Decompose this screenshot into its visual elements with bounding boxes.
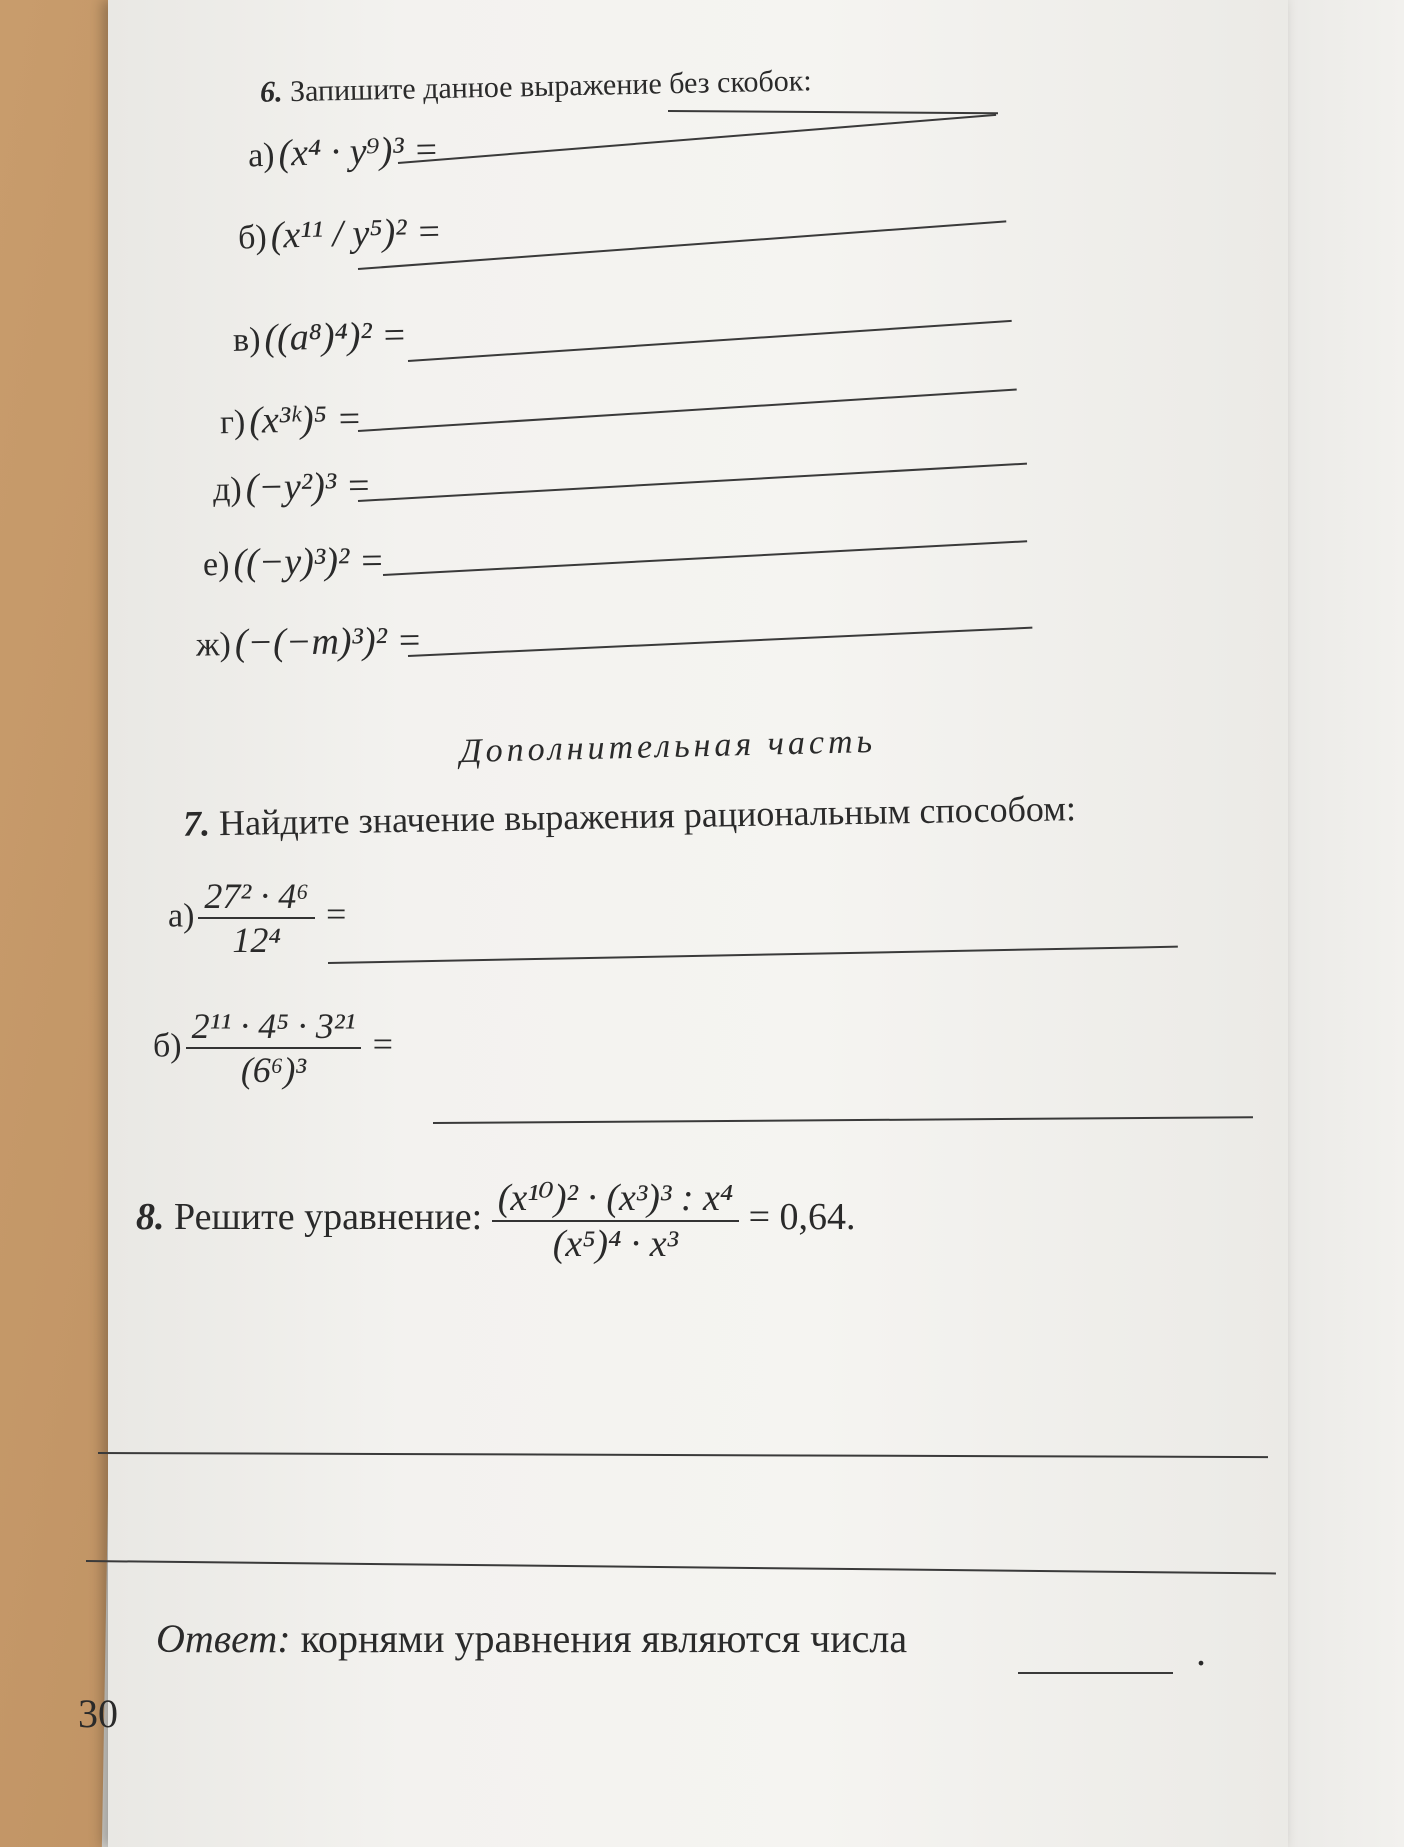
task6-item-zh <box>196 618 423 665</box>
task6-item-v-expr: ((a⁸)⁴)² = <box>263 314 408 360</box>
task7-title: Найдите значение выражения рациональным способом: <box>218 788 1077 844</box>
task6-item-d <box>213 464 372 511</box>
task6-header-underline <box>668 110 998 114</box>
task6-item-a-expr: (x⁴ · y⁹)³ = <box>277 128 440 175</box>
task6-item-zh-label: ж) <box>195 626 232 664</box>
task6-number: 6. <box>259 75 283 109</box>
task7-number: 7. <box>182 803 211 844</box>
task7-item-b-numerator: 2¹¹ · 4⁵ · 3²¹ <box>191 1006 356 1046</box>
task6-item-g-expr: (x³ᵏ)⁵ = <box>248 397 363 442</box>
task6-item-a <box>247 128 439 177</box>
task6-item-d-label: д) <box>212 470 242 509</box>
task7-item-b-eq: = <box>370 1024 395 1065</box>
answer-row <box>156 1615 907 1662</box>
task6-item-d-expr: (−y²)³ = <box>245 464 372 509</box>
task8-equation <box>136 1175 856 1266</box>
answer-blank-line[interactable] <box>1018 1672 1173 1674</box>
answer-text: корнями уравнения являются числа <box>300 1616 908 1661</box>
task7-item-b-fraction <box>186 1005 362 1091</box>
task8-title: Решите уравнение: <box>174 1196 483 1239</box>
task7-item-b-answer-line[interactable] <box>433 1116 1253 1124</box>
task6-item-g-answer-line[interactable] <box>358 389 1017 432</box>
task6-item-e-expr: ((−y)³)² = <box>233 539 385 584</box>
task8-denominator: (x⁵)⁴ · x³ <box>492 1220 739 1266</box>
task8-fraction <box>492 1175 739 1266</box>
task7-item-b <box>153 1005 395 1091</box>
task6-item-e-label: е) <box>202 545 230 584</box>
task6-item-v-answer-line[interactable] <box>408 320 1012 362</box>
page-number: 30 <box>78 1691 118 1736</box>
answer-label: Ответ: <box>156 1616 291 1661</box>
task6-item-b-label: б) <box>237 218 268 257</box>
task6-title: Запишите данное выражение без скобок: <box>289 64 812 109</box>
task6-item-a-answer-line[interactable] <box>398 114 996 164</box>
task8-work-line-2[interactable] <box>86 1560 1276 1574</box>
task7-header <box>183 787 1077 845</box>
task6-item-g <box>220 397 363 443</box>
task6-item-e <box>203 539 385 586</box>
task6-item-e-answer-line[interactable] <box>383 540 1027 576</box>
task7-item-a-fraction <box>198 875 314 961</box>
section-title: Дополнительная часть <box>459 722 877 771</box>
task6-item-b-expr: (x¹¹ / y⁵)² = <box>270 210 443 257</box>
task7-item-b-label: б) <box>153 1027 182 1065</box>
task7-item-a <box>168 875 348 961</box>
task6-item-b-answer-line[interactable] <box>358 220 1006 270</box>
task7-item-b-denominator: (6⁶)³ <box>186 1047 362 1091</box>
task7-item-a-label: а) <box>168 897 195 935</box>
task7-item-a-denominator: 12⁴ <box>198 917 314 961</box>
task6-item-d-answer-line[interactable] <box>358 463 1027 502</box>
task6-item-b <box>237 210 442 259</box>
task7-item-a-numerator: 27² · 4⁶ <box>204 876 309 916</box>
task8-number: 8. <box>136 1196 165 1239</box>
answer-end-dot: . <box>1196 1629 1206 1674</box>
task6-item-a-label: а) <box>247 136 275 175</box>
task8-numerator: (x¹⁰)² · (x³)³ : x⁴ <box>497 1177 734 1219</box>
task7-item-a-eq: = <box>323 894 349 935</box>
task7-item-a-answer-line[interactable] <box>328 946 1178 964</box>
task6-item-v-label: в) <box>232 321 261 359</box>
task6-item-zh-answer-line[interactable] <box>408 627 1032 657</box>
task8-rhs: = 0,64. <box>748 1196 856 1239</box>
task8-work-line-1[interactable] <box>98 1452 1268 1458</box>
task6-header <box>260 64 812 110</box>
task6-item-v <box>233 313 408 361</box>
task6-item-zh-expr: (−(−m)³)² = <box>234 619 423 665</box>
task6-item-g-label: г) <box>219 403 246 442</box>
workbook-page <box>78 0 1288 1847</box>
